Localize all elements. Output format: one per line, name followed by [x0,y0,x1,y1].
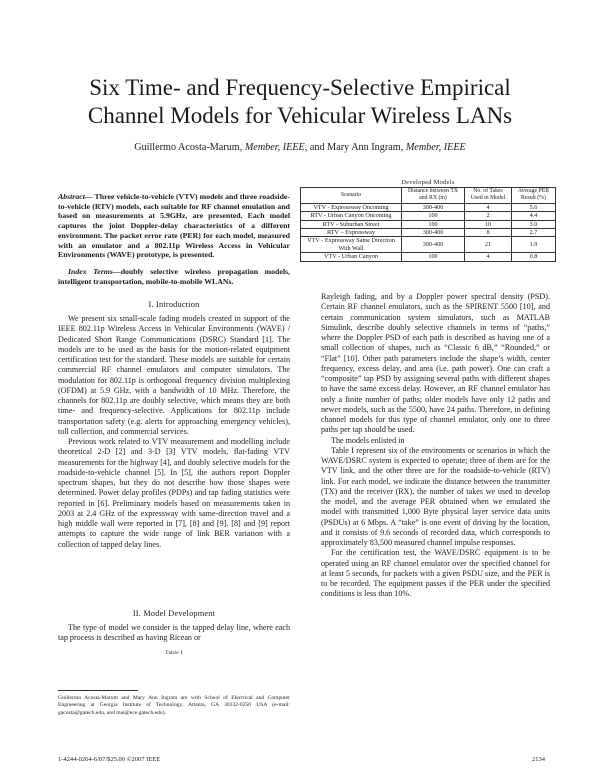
right-paragraph-2: The models enlisted in [331,435,405,445]
title-line-2: Channel Models for Vehicular Wireless LANs [87,103,513,128]
model-paragraph-1: The type of model we consider is the tapped delay line, where each tap process is described as having Ricean or [58,623,290,643]
abstract [58,192,290,260]
abstract-text: Three vehicle-to-vehicle (VTV) models and three roadside-to-vehicle (RTV) models, each suitable for RF channel emulation and based on measurements at 5.9GHz, are presented. Each model captures the joint Doppler-delay characteristics of a different environment. The packet error rate (PER) for each model, measured with an emulator and a 802.11p Wireless Access in Vehicular Environments (WAVE) prototype, is presented. [58,192,290,260]
footer-copyright: 1-4244-0264-6/07/$25.00 ©2007 IEEE [58,756,161,763]
introduction-body [58,314,290,550]
table-row [301,203,556,211]
table-row [301,220,556,228]
table-caption: Developed Models [401,179,455,186]
header-per: Average PER Result (%) [512,188,556,204]
table-row [301,237,556,253]
intro-paragraph-1: We present six small-scale fading models created in support of the IEEE 802.11p Wireless Access in Vehicular Environments (WAVE) / Dedicated Short Range Communications (DSRC) Standard [1]. The models are to be used as the basis for the motion-related equipment certification test for the standard. These models are suitable for certain commercial RF channel emulators and computer simulators. The modulation for 802.11p is orthogonal frequency division multiplexing (OFDM) at 5.9 GHz, with a bandwidth of 10 MHz. Therefore, the channels for 802.11p are doubly selective, which means they are both time- and frequency-selective. Applications for 802.11p include transportation safety (e.g. alerts for approaching emergency vehicles), toll collection, and commercial services. [58,314,290,436]
cell-takes: 4 [465,203,512,211]
cell-per: 3.0 [512,220,556,228]
cell-distance: 100 [402,212,465,220]
cell-scenario: RTV – Expressway [301,229,402,237]
author-footnote: Guillermo Acosta-Marum and Mary Ann Ingram are with School of Electrical and Computer Engineering at Georgia Institute of Technology, Atlanta, GA 30332-0250 USA (e-mail: gacosta@gatech.edu, and mai@ece.gatech.edu). [58,695,290,716]
cell-scenario: VTV - Expressway Same Direction With Wall [301,237,402,253]
right-paragraph-3: Table I represent six of the environments or scenarios in which the WAVE/DSRC system is expected to operate; three of them are for the VTV link, and the other three are for the roadside-to-vehicle (RTV) link. For each model, we indicate the distance between the transmitter (TX) and the receiver (RX), the number of takes we used to develop the model, and the average PER obtained when we emulated the model with transmitted 1,000 Byte physical layer service data units (PSDUs) at 6 Mbps. A “take” is one event of driving by the location, and it consists of 9.6 seconds of recorded data, which corresponds to approximately 83,500 measured channel impulse responses. [321,445,550,547]
title-line-1: Six Time- and Frequency-Selective Empirical [89,75,511,100]
intro-paragraph-2: Previous work related to VTV measurement and modelling include theoretical 2-D [2] and 3-D [3] VTV models, flat-fading VTV measurements for the highway [4], and doubly selective models for the roadside-to-vehicle channel [5]. In [5], the authors report Doppler spectrum shapes, but they do not describe how those shapes were determined. Power delay profiles (PDPs) and tap fading statistics were reported in [6]. Preliminary models based on measurements taken in 2003 at 2.4 GHz of the expressway with same-direction travel and a high middle wall were reported in [7], [8] and [9]. [8] and [9] report attempts to capture the wide range of link BER variation with a collection of tapped delay lines. [58,437,290,549]
table-header-row [301,188,556,204]
table-row [301,229,556,237]
cell-per: 2.7 [512,229,556,237]
cell-takes: 8 [465,229,512,237]
paper-title [30,74,570,130]
models-table [300,187,556,262]
cell-takes: 2 [465,212,512,220]
right-paragraph-4: For the certification test, the WAVE/DSRC equipment is to be operated using an RF channel emulator over the specified channel for at least 5 seconds, for packets with a given PSDU size, and the PER is to be recorded. The equipment passes if the PER under the specified conditions is less than 10%. [321,548,550,599]
header-scenario: Scenario [301,188,402,204]
index-terms [58,267,290,286]
cell-scenario: RTV - Urban Canyon Oncoming [301,212,402,220]
table-row [301,212,556,220]
header-distance: Distance between TX and RX (m) [402,188,465,204]
footnote-rule [58,690,138,691]
right-paragraph-1: Rayleigh fading, and by a Doppler power spectral density (PSD). Certain RF channel emulators, such as the SPIRENT 5500 [10], and certain communication system simulators, such as MATLAB Simulink, describe doubly selective channels in terms of “paths,” where the Doppler PSD of each path is described as having one of a small collection of shapes, such as “Classic 6 dB,” “Rounded,” or “Flat” [10]. Other path parameters include the shape’s width, center frequency, excess delay, and area (i.e. path power). One can craft a “composite” tap PSD by assigning several paths with different shapes to have the same excess delay. However, an RF channel emulator has only a finite number of paths; older models have only 12 paths and newer models, such as the 5500, have 24 paths. Therefore, in defining channel models for this type of channel emulator, only one to three paths per tap should be used. [321,292,550,435]
cell-takes: 4 [465,253,512,261]
cell-scenario: VTV - Urban Canyon [301,253,402,261]
author-2-role: Member, IEEE [405,142,466,153]
author-line [30,142,570,153]
author-1: Guillermo Acosta-Marum, [134,142,243,153]
cell-distance: 300-400 [402,229,465,237]
index-terms-label: Index Terms [68,267,113,276]
cell-distance: 300-400 [402,203,465,211]
page-number: 2134 [532,756,545,763]
header-takes: No. of Takes Used in Model [465,188,512,204]
cell-distance: 100 [402,220,465,228]
cell-per: 0.8 [512,253,556,261]
author-1-role: Member, IEEE [244,142,305,153]
cell-distance: 100 [402,253,465,261]
table-reference-label: Table I [165,650,183,656]
section-heading-model-development: II. Model Development [132,609,216,618]
right-column-body [321,292,550,600]
index-terms-text: —doubly selective wireless propagation models, intelligent transportation, mobile-to-mobile WLANs. [58,267,291,286]
abstract-label: Abstract— [58,192,93,201]
cell-takes: 10 [465,220,512,228]
cell-scenario: VTV - Expressway Oncoming [301,203,402,211]
section-heading-introduction: I. Introduction [148,300,200,309]
author-separator: , and Mary Ann Ingram, [304,142,404,153]
cell-distance: 300-400 [402,237,465,253]
cell-per: 4.4 [512,212,556,220]
cell-per: 1.9 [512,237,556,253]
table-row [301,253,556,261]
model-development-body [58,623,290,644]
cell-scenario: RTV - Suburban Street [301,220,402,228]
cell-takes: 21 [465,237,512,253]
cell-per: 5.6 [512,203,556,211]
